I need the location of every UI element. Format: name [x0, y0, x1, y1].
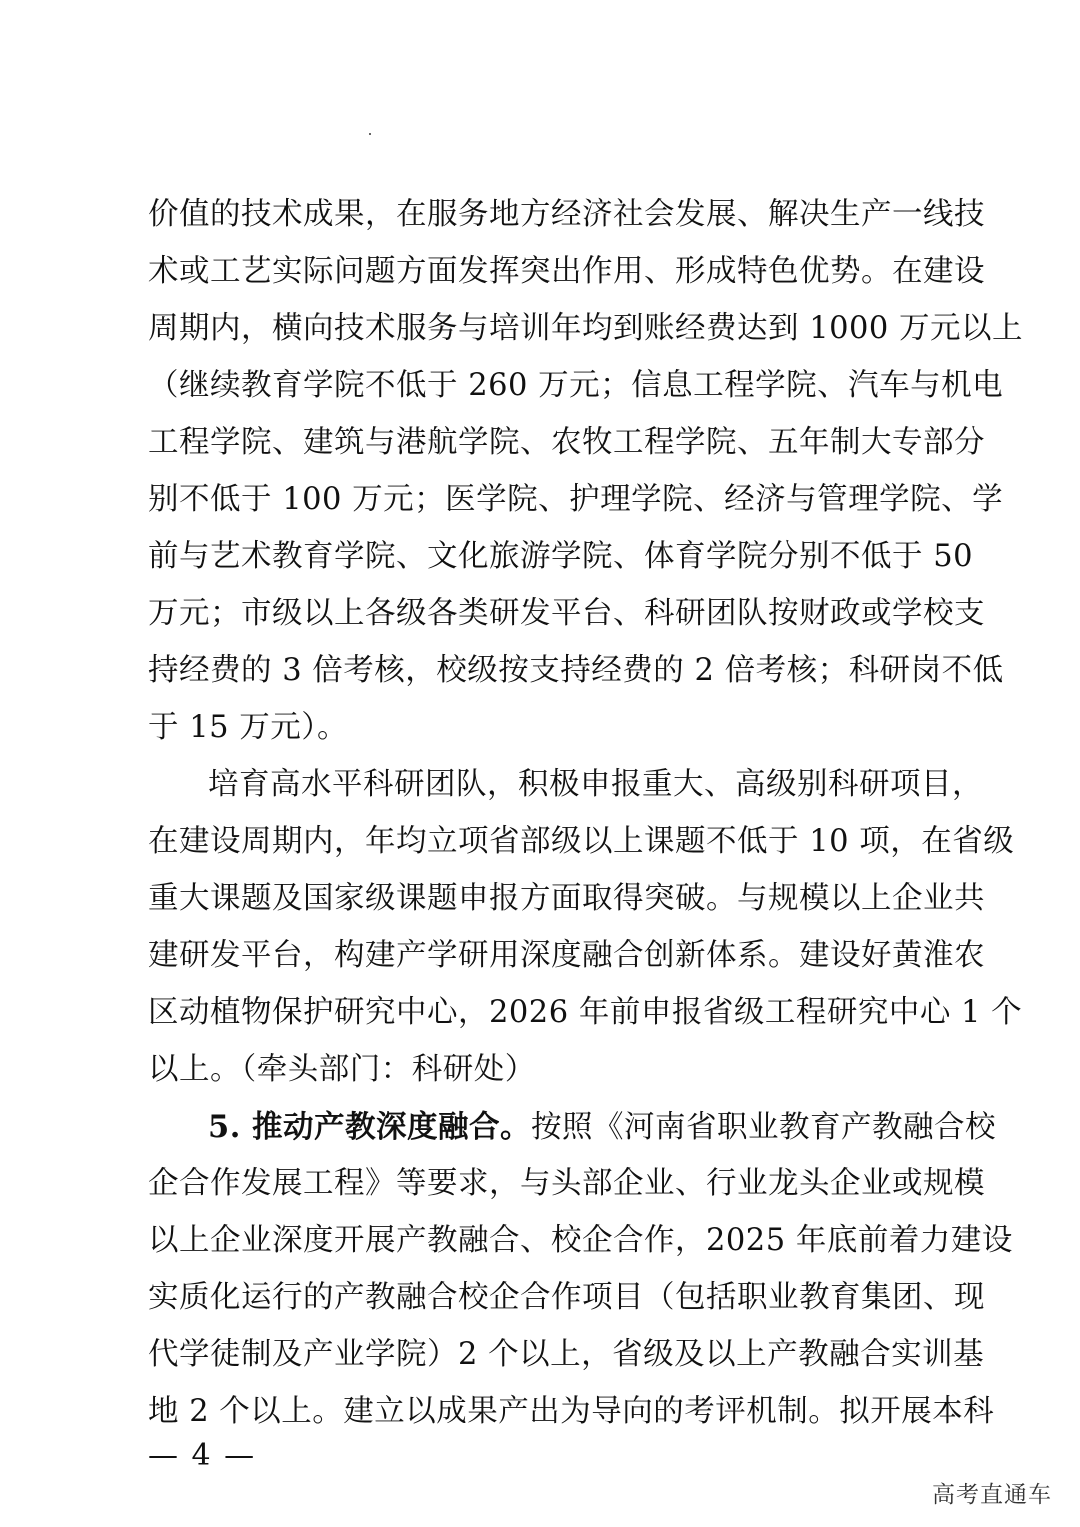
page-number: — 4 —: [148, 1438, 257, 1473]
paragraph-1-line-10: 于 15 万元）。: [148, 710, 348, 745]
paragraph-1-line-2: 术或工艺实际问题方面发挥突出作用、形成特色优势。在建设: [148, 254, 985, 289]
paragraph-3-line-1-text: 按照《河南省职业教育产教融合校: [530, 1110, 996, 1145]
paragraph-3-line-2: 企合作发展工程》等要求，与头部企业、行业龙头企业或规模: [148, 1166, 985, 1201]
paragraph-1-line-8: 万元；市级以上各级各类研发平台、科研团队按财政或学校支: [148, 596, 985, 631]
paragraph-2-line-6: 以上。（牵头部门：科研处）: [148, 1052, 536, 1087]
paragraph-2-line-5: 区动植物保护研究中心，2026 年前申报省级工程研究中心 1 个: [148, 995, 1023, 1030]
paragraph-1-line-3: 周期内，横向技术服务与培训年均到账经费达到 1000 万元以上: [148, 311, 1024, 346]
paragraph-2-line-3: 重大课题及国家级课题申报方面取得突破。与规模以上企业共: [148, 881, 985, 916]
paragraph-3-line-1: [208, 1107, 996, 1147]
paragraph-1-line-9: 持经费的 3 倍考核，校级按支持经费的 2 倍考核；科研岗不低: [148, 653, 1004, 688]
paragraph-1-line-7: 前与艺术教育学院、文化旅游学院、体育学院分别不低于 50: [148, 539, 974, 574]
paragraph-3-line-3: 以上企业深度开展产教融合、校企合作，2025 年底前着力建设: [148, 1223, 1013, 1258]
paragraph-1-line-6: 别不低于 100 万元；医学院、护理学院、经济与管理学院、学: [148, 482, 1004, 517]
section-heading: 5. 推动产教深度融合。: [208, 1109, 531, 1145]
watermark-text: 高考直通车: [932, 1482, 1052, 1508]
paragraph-2-line-4: 建研发平台，构建产学研用深度融合创新体系。建设好黄淮农: [148, 938, 985, 973]
paragraph-3-line-6: 地 2 个以上。建立以成果产出为导向的考评机制。拟开展本科: [148, 1394, 995, 1429]
paragraph-3-line-5: 代学徒制及产业学院）2 个以上，省级及以上产教融合实训基: [148, 1337, 985, 1372]
paragraph-1-line-4: （继续教育学院不低于 260 万元；信息工程学院、汽车与机电: [148, 368, 1004, 403]
paragraph-1-line-5: 工程学院、建筑与港航学院、农牧工程学院、五年制大专部分: [148, 425, 985, 460]
paragraph-2-line-2: 在建设周期内，年均立项省部级以上课题不低于 10 项，在省级: [148, 824, 1015, 859]
paragraph-2-line-1: 培育高水平科研团队，积极申报重大、高级别科研项目，: [208, 767, 983, 802]
scan-artifact-dot: [369, 133, 371, 135]
paragraph-3-line-4: 实质化运行的产教融合校企合作项目（包括职业教育集团、现: [148, 1280, 985, 1315]
paragraph-1-line-1: 价值的技术成果，在服务地方经济社会发展、解决生产一线技: [148, 197, 985, 232]
